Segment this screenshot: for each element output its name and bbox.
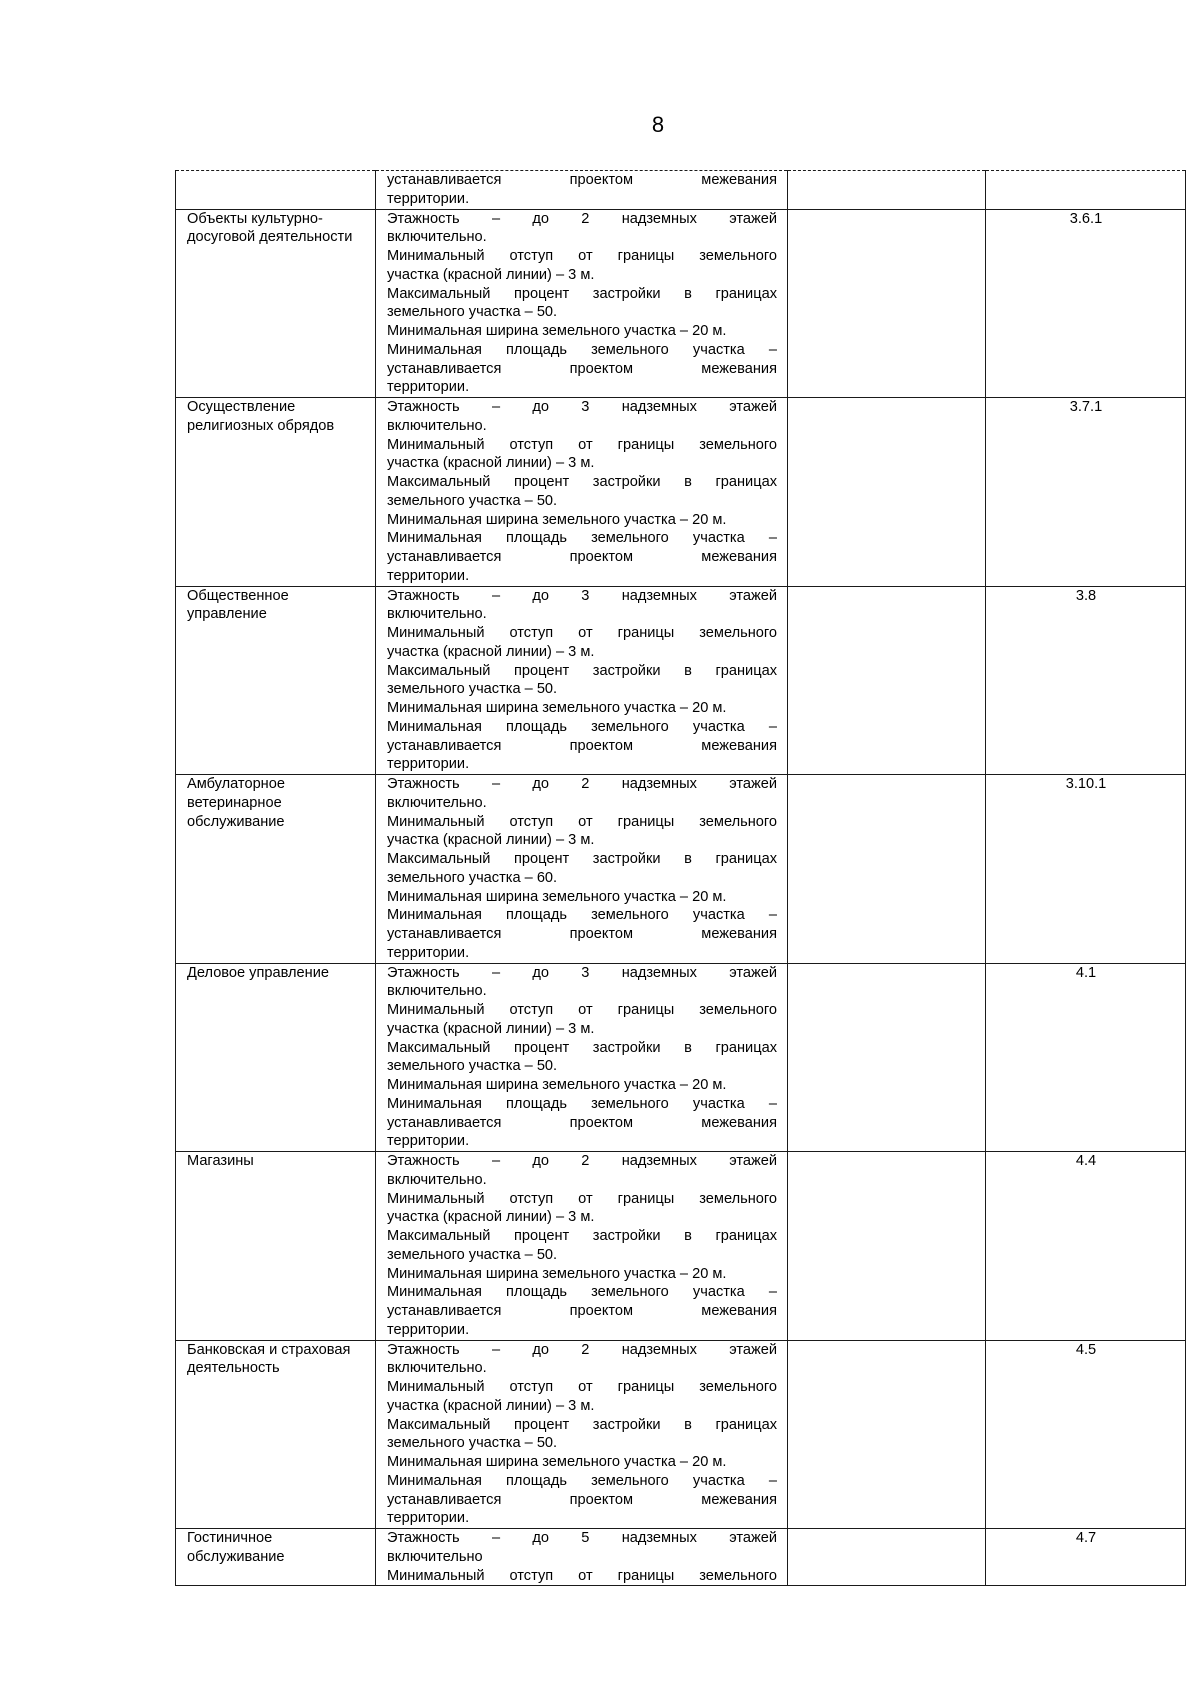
parameter-line: территории.: [387, 1321, 470, 1338]
empty-cell: [788, 963, 986, 1152]
table-row: [176, 209, 1186, 398]
parameter-line: Этажность – до 2 надземных этажей: [387, 1153, 777, 1169]
parameter-line: Минимальный отступ от границы земельного: [387, 1002, 777, 1018]
parameter-line: территории.: [387, 756, 470, 773]
table-row: [176, 963, 1186, 1152]
parameter-line: земельного участка – 50.: [387, 1246, 558, 1263]
empty-cell: [788, 398, 986, 587]
parameter-line: Минимальная площадь земельного участка –: [387, 1284, 777, 1301]
parameters-cell: [376, 1529, 788, 1586]
empty-cell: [788, 209, 986, 398]
use-type-name: Амбулаторное ветеринарное обслуживание: [176, 775, 376, 964]
parameter-line: земельного участка – 50.: [387, 681, 558, 698]
parameter-line: Минимальная ширина земельного участка – 20 м.: [387, 1077, 727, 1093]
empty-cell: [788, 1529, 986, 1586]
empty-cell: [788, 1152, 986, 1341]
classifier-code: 3.6.1: [986, 209, 1186, 398]
parameter-line: Этажность – до 2 надземных этажей: [387, 210, 777, 227]
parameter-line: включительно.: [387, 983, 487, 1000]
table-row: [176, 586, 1186, 775]
page-number: 8: [651, 112, 665, 137]
parameter-line: территории.: [387, 379, 470, 396]
parameter-line: Минимальный отступ от границы земельного: [387, 1567, 777, 1584]
parameter-line: земельного участка – 50.: [387, 304, 558, 321]
parameter-line: Минимальный отступ от границы земельного: [387, 625, 777, 641]
table-row: [176, 775, 1186, 964]
parameter-line: устанавливается проектом межевания: [387, 1114, 777, 1131]
table-row: [176, 398, 1186, 587]
use-type-name: Гостиничное обслуживание: [176, 1529, 376, 1586]
classifier-code: 3.8: [986, 586, 1186, 775]
parameter-line: устанавливается проектом межевания: [387, 172, 777, 188]
parameter-line: территории.: [387, 1133, 470, 1150]
parameter-line: включительно.: [387, 1171, 487, 1188]
parameter-line: Минимальная площадь земельного участка –: [387, 1472, 777, 1489]
table-row: [176, 1152, 1186, 1341]
parameter-line: Минимальный отступ от границы земельного: [387, 1379, 777, 1395]
parameter-line: Максимальный процент застройки в границах: [387, 1416, 777, 1433]
parameter-line: Минимальная ширина земельного участка – 20 м.: [387, 1454, 727, 1470]
parameters-cell: [376, 398, 788, 587]
parameters-cell: [376, 586, 788, 775]
parameter-line: включительно.: [387, 606, 487, 623]
parameter-line: участка (красной линии) – 3 м.: [387, 643, 595, 660]
parameter-line: устанавливается проектом межевания: [387, 1491, 777, 1508]
parameter-line: Минимальная ширина земельного участка – 20 м.: [387, 700, 727, 716]
parameter-line: Минимальная площадь земельного участка –: [387, 1095, 777, 1112]
parameter-line: устанавливается проектом межевания: [387, 549, 777, 565]
parameter-line: земельного участка – 60.: [387, 869, 558, 886]
parameter-line: Минимальная площадь земельного участка –: [387, 907, 777, 924]
parameter-line: Минимальный отступ от границы земельного: [387, 436, 777, 453]
parameter-line: включительно.: [387, 794, 487, 811]
parameter-line: Минимальная площадь земельного участка –: [387, 341, 777, 358]
parameter-line: Максимальный процент застройки в границах: [387, 662, 777, 679]
parameter-line: Этажность – до 2 надземных этажей: [387, 776, 777, 792]
parameter-line: Этажность – до 3 надземных этажей: [387, 399, 777, 415]
parameter-line: территории.: [387, 944, 470, 961]
classifier-code: 4.7: [986, 1529, 1186, 1586]
parameter-line: включительно.: [387, 1360, 487, 1377]
parameter-line: Минимальный отступ от границы земельного: [387, 813, 777, 830]
parameter-line: Минимальный отступ от границы земельного: [387, 248, 777, 264]
parameter-line: земельного участка – 50.: [387, 1058, 558, 1075]
classifier-code: [986, 171, 1186, 210]
parameter-line: Этажность – до 5 надземных этажей: [387, 1530, 777, 1546]
parameter-line: включительно: [387, 1548, 483, 1565]
use-type-name: Общественное управление: [176, 586, 376, 775]
parameter-line: включительно.: [387, 417, 487, 434]
parameter-line: территории.: [387, 567, 470, 584]
use-type-name: Магазины: [176, 1152, 376, 1341]
parameter-line: Минимальная ширина земельного участка – 20 м.: [387, 511, 727, 528]
use-type-name: Банковская и страховая деятельность: [176, 1340, 376, 1529]
parameter-line: включительно.: [387, 229, 487, 246]
parameters-cell: [376, 209, 788, 398]
use-type-name: Осуществление религиозных обрядов: [176, 398, 376, 587]
use-type-name: Деловое управление: [176, 963, 376, 1152]
parameter-line: земельного участка – 50.: [387, 492, 558, 509]
land-use-table: [175, 170, 1186, 1586]
parameter-line: Максимальный процент застройки в границах: [387, 851, 777, 867]
classifier-code: 3.7.1: [986, 398, 1186, 587]
empty-cell: [788, 171, 986, 210]
classifier-code: 3.10.1: [986, 775, 1186, 964]
classifier-code: 4.5: [986, 1340, 1186, 1529]
parameter-line: участка (красной линии) – 3 м.: [387, 1020, 595, 1037]
parameter-line: Максимальный процент застройки в границах: [387, 285, 777, 302]
parameter-line: участка (красной линии) – 3 м.: [387, 832, 595, 849]
parameter-line: Минимальная ширина земельного участка – 20 м.: [387, 1265, 727, 1282]
parameter-line: Минимальная ширина земельного участка – 20 м.: [387, 323, 727, 339]
parameter-line: участка (красной линии) – 3 м.: [387, 1397, 595, 1414]
parameter-line: территории.: [387, 1510, 470, 1527]
parameters-cell: [376, 775, 788, 964]
classifier-code: 4.1: [986, 963, 1186, 1152]
use-type-name: [176, 171, 376, 210]
empty-cell: [788, 1340, 986, 1529]
parameter-line: участка (красной линии) – 3 м.: [387, 1209, 595, 1226]
parameter-line: земельного участка – 50.: [387, 1435, 558, 1452]
use-type-name: Объекты культурно-досуговой деятельности: [176, 209, 376, 398]
parameters-cell: [376, 1340, 788, 1529]
parameter-line: Этажность – до 2 надземных этажей: [387, 1341, 777, 1358]
parameter-line: Максимальный процент застройки в границах: [387, 1228, 777, 1244]
parameter-line: территории.: [387, 190, 470, 207]
parameter-line: устанавливается проектом межевания: [387, 360, 777, 377]
parameters-cell: [376, 963, 788, 1152]
parameter-line: Минимальный отступ от границы земельного: [387, 1190, 777, 1207]
parameters-cell: [376, 171, 788, 210]
parameter-line: Минимальная площадь земельного участка –: [387, 530, 777, 547]
parameter-line: устанавливается проектом межевания: [387, 1303, 777, 1319]
empty-cell: [788, 775, 986, 964]
parameter-line: Максимальный процент застройки в границах: [387, 474, 777, 490]
parameter-line: участка (красной линии) – 3 м.: [387, 266, 595, 283]
parameters-cell: [376, 1152, 788, 1341]
classifier-code: 4.4: [986, 1152, 1186, 1341]
parameter-line: Минимальная ширина земельного участка – 20 м.: [387, 888, 727, 905]
parameter-line: устанавливается проектом межевания: [387, 737, 777, 754]
table-row: [176, 1340, 1186, 1529]
parameter-line: участка (красной линии) – 3 м.: [387, 455, 595, 472]
parameter-line: Максимальный процент застройки в границах: [387, 1039, 777, 1056]
table-row: [176, 171, 1186, 210]
parameter-line: Этажность – до 3 надземных этажей: [387, 587, 777, 604]
parameter-line: Минимальная площадь земельного участка –: [387, 718, 777, 735]
parameter-line: Этажность – до 3 надземных этажей: [387, 964, 777, 981]
table-row: [176, 1529, 1186, 1586]
empty-cell: [788, 586, 986, 775]
parameter-line: устанавливается проектом межевания: [387, 926, 777, 942]
table-body: [176, 171, 1186, 1586]
